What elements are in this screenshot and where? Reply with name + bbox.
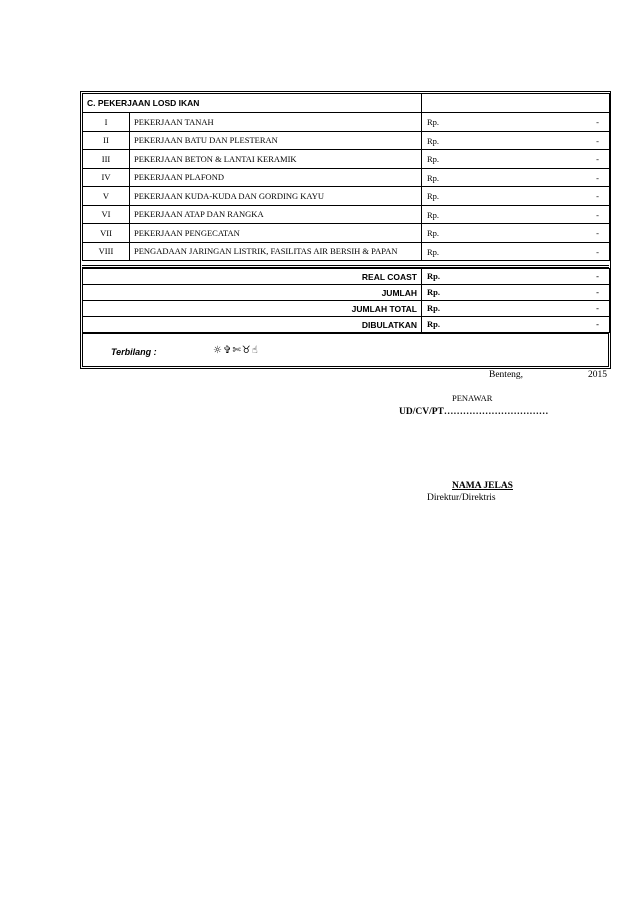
- summary-table: [82, 268, 610, 333]
- signature-company: UD/CV/PT……………………………: [399, 407, 549, 417]
- item-value: -: [596, 172, 599, 183]
- summary-value: -: [596, 287, 599, 297]
- item-description: PEKERJAAN BATU DAN PLESTERAN: [130, 131, 422, 150]
- currency-label: Rp.: [427, 191, 440, 201]
- item-number: VII: [83, 224, 130, 243]
- signature-role: PENAWAR: [452, 393, 493, 403]
- currency-label: Rp.: [427, 117, 440, 127]
- table-row: [83, 131, 610, 150]
- currency-label: Rp.: [427, 154, 440, 164]
- item-number: II: [83, 131, 130, 150]
- table-row: [83, 205, 610, 224]
- table-row: [83, 187, 610, 206]
- item-amount: [422, 150, 610, 169]
- item-value: -: [596, 117, 599, 127]
- item-description: PENGADAAN JARINGAN LISTRIK, FASILITAS AIR BERSIH & PAPAN: [130, 242, 422, 261]
- item-number: VI: [83, 205, 130, 224]
- item-amount: [422, 242, 610, 261]
- table-row: [83, 113, 610, 132]
- summary-label: JUMLAH TOTAL: [83, 301, 422, 317]
- item-number: I: [83, 113, 130, 132]
- item-description: PEKERJAAN TANAH: [130, 113, 422, 132]
- currency-label: Rp.: [427, 209, 440, 220]
- item-amount: [422, 168, 610, 187]
- item-number: III: [83, 150, 130, 169]
- item-amount: [422, 113, 610, 132]
- item-value: -: [596, 228, 599, 238]
- cost-table: [82, 93, 610, 261]
- summary-amount: [422, 285, 610, 301]
- table-row: [83, 224, 610, 243]
- section-header-row: [83, 94, 610, 113]
- item-description: PEKERJAAN ATAP DAN RANGKA: [130, 205, 422, 224]
- item-description: PEKERJAAN PENGECATAN: [130, 224, 422, 243]
- summary-amount: [422, 317, 610, 333]
- item-description: PEKERJAAN BETON & LANTAI KERAMIK: [130, 150, 422, 169]
- summary-row: [83, 269, 610, 285]
- summary-label: JUMLAH: [83, 285, 422, 301]
- currency-label: Rp.: [427, 271, 440, 281]
- item-amount: [422, 224, 610, 243]
- table-row: [83, 168, 610, 187]
- section-header-empty: [422, 94, 610, 113]
- item-number: VIII: [83, 242, 130, 261]
- item-number: V: [83, 187, 130, 206]
- summary-row: [83, 285, 610, 301]
- signature-place: Benteng,: [489, 370, 524, 380]
- item-value: -: [596, 135, 599, 146]
- terbilang-label: Terbilang :: [111, 347, 157, 357]
- item-description: PEKERJAAN KUDA-KUDA DAN GORDING KAYU: [130, 187, 422, 206]
- item-amount: [422, 205, 610, 224]
- summary-row: [83, 317, 610, 333]
- item-value: -: [596, 246, 599, 257]
- currency-label: Rp.: [427, 287, 440, 297]
- item-amount: [422, 131, 610, 150]
- currency-label: Rp.: [427, 246, 440, 257]
- currency-label: Rp.: [427, 172, 440, 183]
- summary-label: REAL COAST: [83, 269, 422, 285]
- summary-amount: [422, 301, 610, 317]
- section-title: C. PEKERJAAN LOSD IKAN: [83, 94, 422, 113]
- summary-label: DIBULATKAN: [83, 317, 422, 333]
- summary-value: -: [596, 303, 599, 313]
- currency-label: Rp.: [427, 135, 440, 146]
- item-description: PEKERJAAN PLAFOND: [130, 168, 422, 187]
- table-row: [83, 242, 610, 261]
- terbilang-box: [82, 333, 609, 367]
- signature-title: Direktur/Direktris: [427, 493, 496, 503]
- currency-label: Rp.: [427, 303, 440, 313]
- item-value: -: [596, 154, 599, 164]
- item-amount: [422, 187, 610, 206]
- item-value: -: [596, 191, 599, 201]
- summary-value: -: [596, 271, 599, 281]
- currency-label: Rp.: [427, 319, 440, 329]
- currency-label: Rp.: [427, 228, 440, 238]
- summary-value: -: [596, 319, 599, 329]
- table-row: [83, 150, 610, 169]
- summary-row: [83, 301, 610, 317]
- signature-name: NAMA JELAS: [452, 481, 513, 491]
- signature-year: 2015: [588, 370, 607, 380]
- summary-amount: [422, 269, 610, 285]
- item-value: -: [596, 209, 599, 220]
- terbilang-value: ☼✞✄♉☝: [213, 345, 259, 356]
- item-number: IV: [83, 168, 130, 187]
